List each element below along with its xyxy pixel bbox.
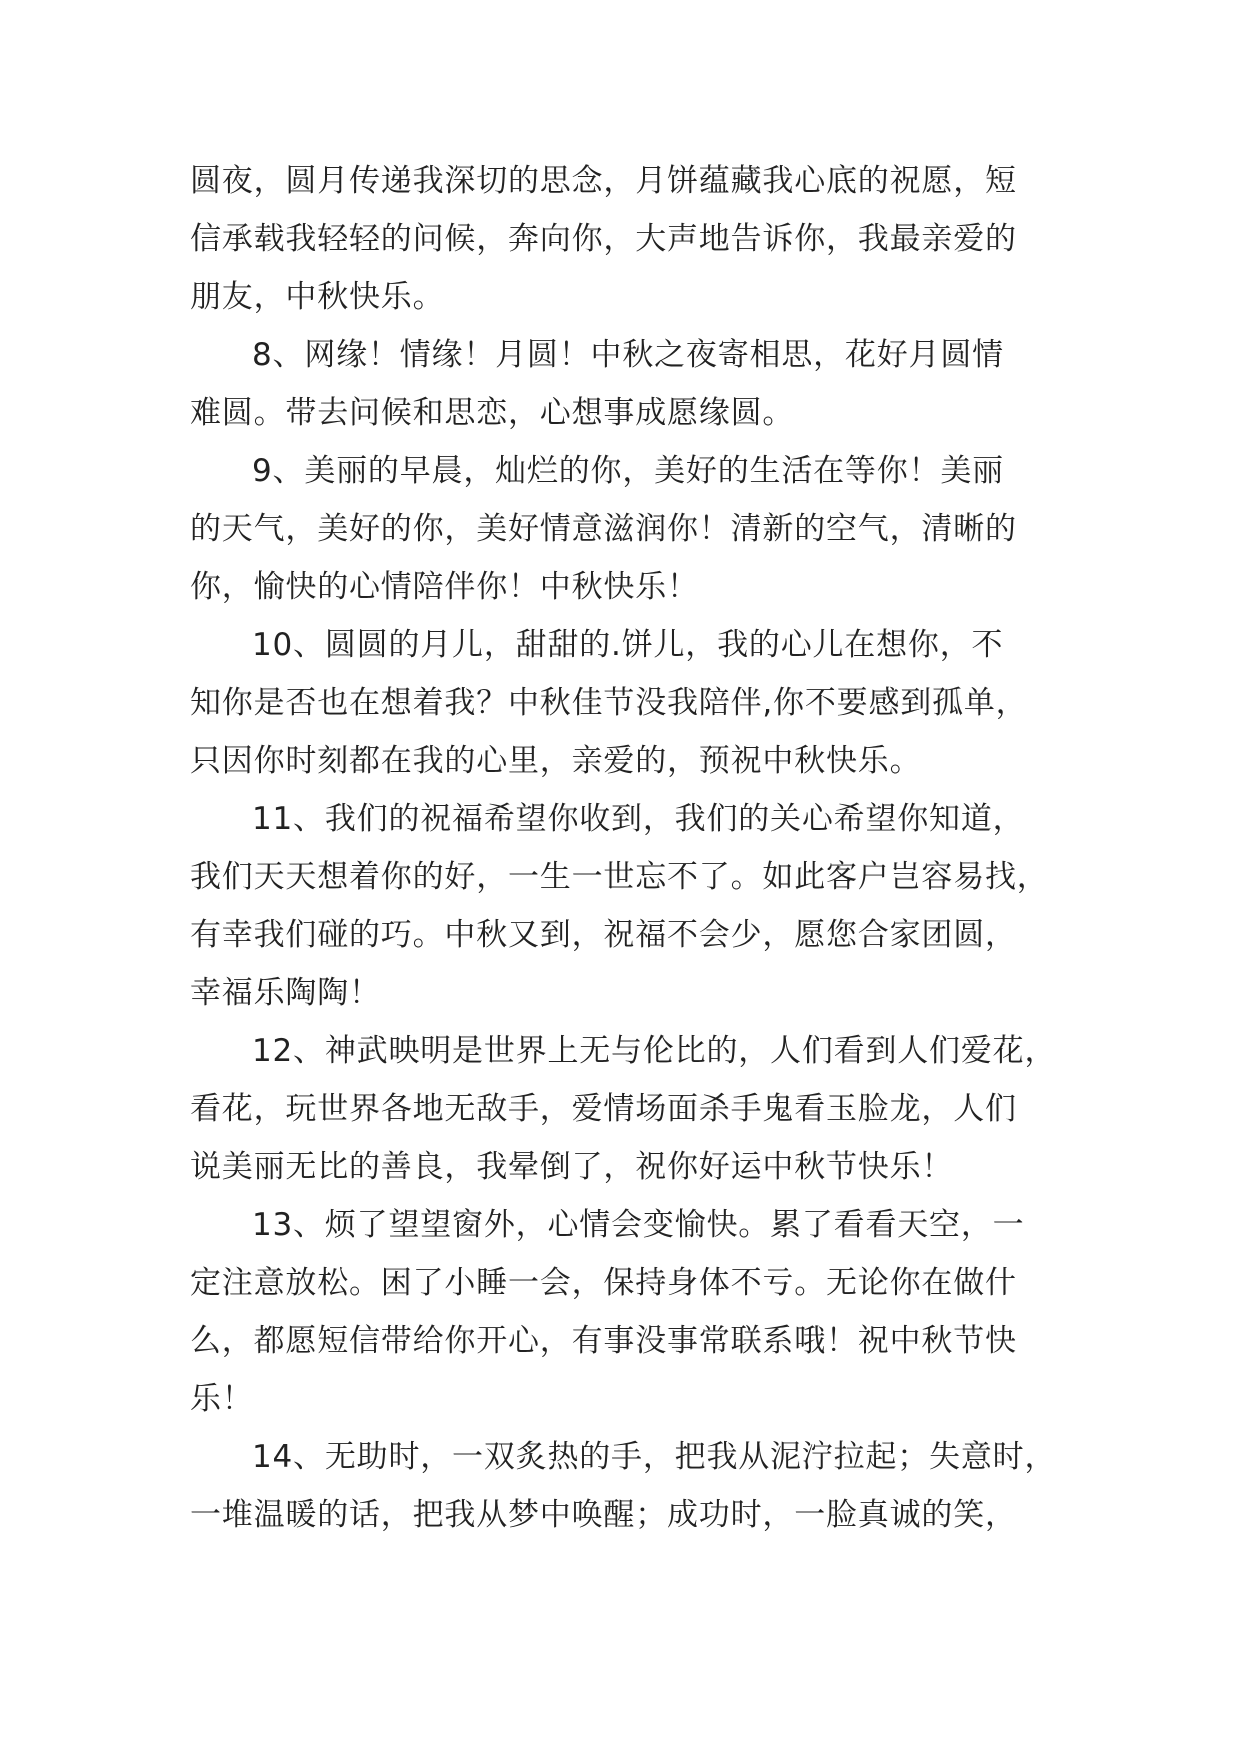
paragraph-9-start: 9、美丽的早晨，灿烂的你，美好的生活在等你！美丽	[252, 453, 1004, 489]
paragraph-13-start: 13、烦了望望窗外，心情会变愉快。累了看看天空，一	[252, 1207, 1025, 1243]
text-line: 信承载我轻轻的问候，奔向你，大声地告诉你，我最亲爱的	[190, 221, 1017, 257]
text-line: 知你是否也在想着我？中秋佳节没我陪伴,你不要感到孤单，	[190, 685, 1028, 721]
text-line: 么，都愿短信带给你开心，有事没事常联系哦！祝中秋节快	[190, 1323, 1017, 1359]
text-line: 只因你时刻都在我的心里，亲爱的，预祝中秋快乐。	[190, 743, 922, 779]
text-line: 一堆温暖的话，把我从梦中唤醒；成功时，一脸真诚的笑，	[190, 1497, 1017, 1533]
paragraph-10-start: 10、圆圆的月儿，甜甜的.饼儿，我的心儿在想你，不	[252, 627, 1004, 663]
paragraph-11-start: 11、我们的祝福希望你收到，我们的关心希望你知道，	[252, 801, 1025, 837]
text-line: 难圆。带去问候和思恋，心想事成愿缘圆。	[190, 395, 795, 431]
text-line: 定注意放松。困了小睡一会，保持身体不亏。无论你在做什	[190, 1265, 1017, 1301]
text-line: 朋友，中秋快乐。	[190, 279, 445, 315]
paragraph-14-start: 14、无助时，一双炙热的手，把我从泥泞拉起；失意时，	[252, 1439, 1057, 1475]
body-text	[190, 152, 1057, 1544]
text-line: 圆夜，圆月传递我深切的思念，月饼蕴藏我心底的祝愿，短	[190, 163, 1017, 199]
paragraph-12-start: 12、神武映明是世界上无与伦比的，人们看到人们爱花，	[252, 1033, 1057, 1069]
text-line: 说美丽无比的善良，我晕倒了，祝你好运中秋节快乐！	[190, 1149, 954, 1185]
paragraph-8-start: 8、网缘！情缘！月圆！中秋之夜寄相思，花好月圆情	[252, 337, 1004, 373]
text-line: 幸福乐陶陶！	[190, 975, 381, 1011]
text-line: 你，愉快的心情陪伴你！中秋快乐！	[190, 569, 699, 605]
text-line: 的天气，美好的你，美好情意滋润你！清新的空气，清晰的	[190, 511, 1017, 547]
text-line: 有幸我们碰的巧。中秋又到，祝福不会少，愿您合家团圆，	[190, 917, 1017, 953]
text-line: 我们天天想着你的好，一生一世忘不了。如此客户岂容易找，	[190, 859, 1049, 895]
text-line: 乐！	[190, 1381, 254, 1417]
text-line: 看花，玩世界各地无敌手，爱情场面杀手鬼看玉脸龙，人们	[190, 1091, 1017, 1127]
